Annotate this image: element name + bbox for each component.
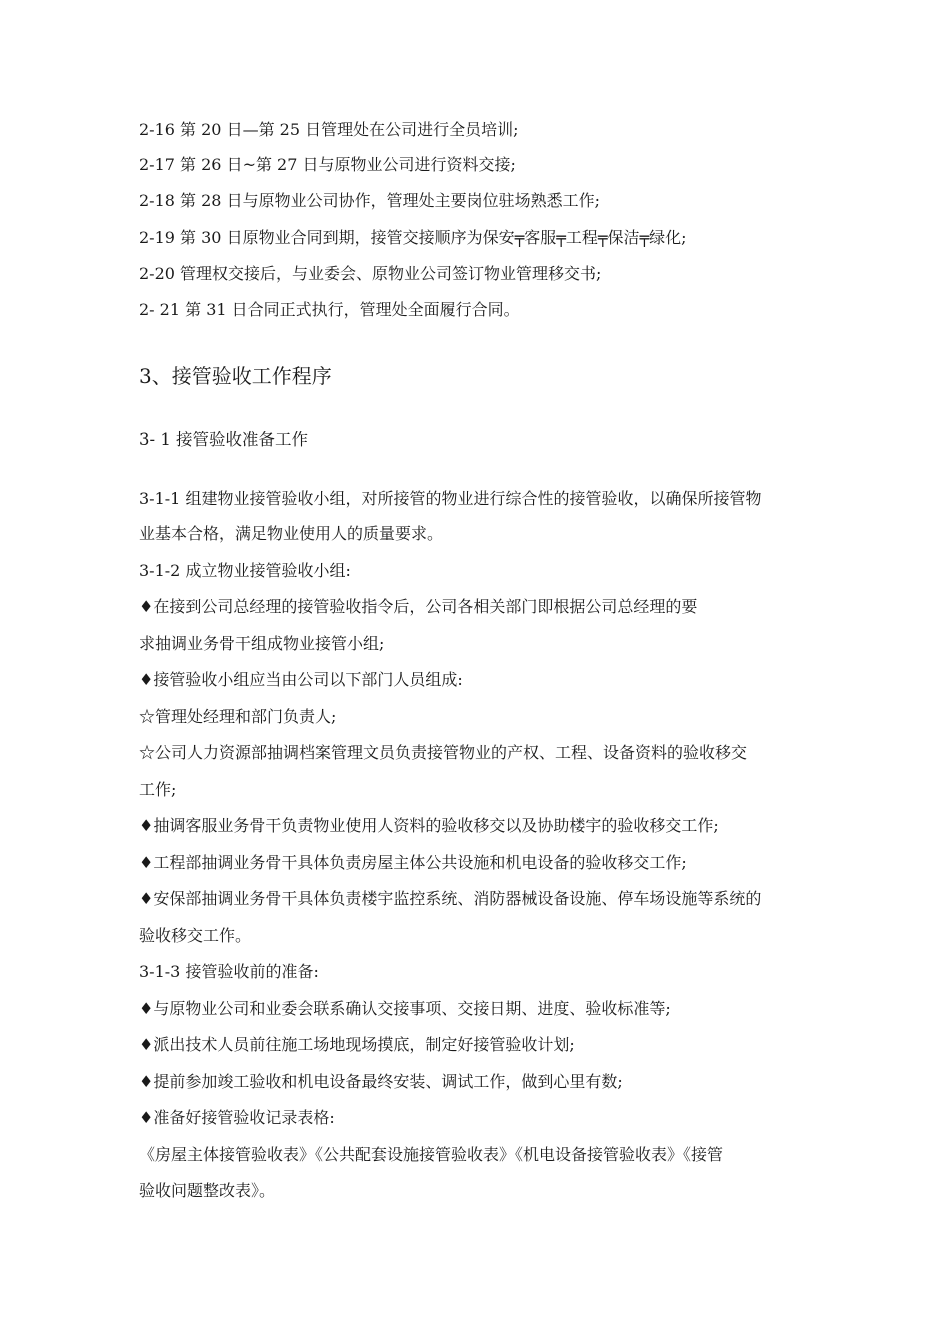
- body-line: 业基本合格，满足物业使用人的质量要求。: [139, 524, 444, 543]
- body-line: 3-1-2 成立物业接管验收小组:: [139, 561, 351, 580]
- subsection-title: 3- 1 接管验收准备工作: [139, 430, 309, 449]
- body-line: ♦安保部抽调业务骨干具体负责楼宇监控系统、消防器械设备设施、停车场设施等系统的: [139, 889, 762, 908]
- schedule-item: 2-17 第 26 日~第 27 日与原物业公司进行资料交接;: [139, 155, 516, 174]
- body-line: ♦抽调客服业务骨干负责物业使用人资料的验收移交以及协助楼宇的验收移交工作;: [139, 816, 719, 835]
- body-line: 验收移交工作。: [139, 926, 252, 945]
- body-line: ♦派出技术人员前往施工场地现场摸底，制定好接管验收计划;: [139, 1035, 575, 1054]
- body-line: 求抽调业务骨干组成物业接管小组;: [139, 634, 385, 653]
- schedule-item: 2-20 管理权交接后，与业委会、原物业公司签订物业管理移交书;: [139, 264, 602, 283]
- body-line: ☆管理处经理和部门负责人;: [139, 707, 337, 726]
- body-line: ☆公司人力资源部抽调档案管理文员负责接管物业的产权、工程、设备资料的验收移交: [139, 743, 748, 762]
- body-line: 验收问题整改表》。: [139, 1181, 276, 1200]
- body-line: ♦与原物业公司和业委会联系确认交接事项、交接日期、进度、验收标准等;: [139, 999, 671, 1018]
- body-line: ♦准备好接管验收记录表格:: [139, 1108, 335, 1127]
- body-line: ♦工程部抽调业务骨干具体负责房屋主体公共设施和机电设备的验收移交工作;: [139, 853, 687, 872]
- schedule-item: 2-18 第 28 日与原物业公司协作，管理处主要岗位驻场熟悉工作;: [139, 191, 600, 210]
- body-line: ♦在接到公司总经理的接管验收指令后，公司各相关部门即根据公司总经理的要: [139, 597, 698, 616]
- body-line: 工作;: [139, 780, 177, 799]
- body-line: 3-1-3 接管验收前的准备:: [139, 962, 319, 981]
- schedule-item: 2- 21 第 31 日合同正式执行，管理处全面履行合同。: [139, 300, 520, 319]
- body-line: 《房屋主体接管验收表》《公共配套设施接管验收表》《机电设备接管验收表》《接管: [139, 1145, 724, 1164]
- body-line: 3-1-1 组建物业接管验收小组，对所接管的物业进行综合性的接管验收，以确保所接管物: [139, 489, 762, 508]
- section-title: 3、接管验收工作程序: [139, 364, 332, 388]
- body-line: ♦提前参加竣工验收和机电设备最终安装、调试工作，做到心里有数;: [139, 1072, 623, 1091]
- schedule-item: 2-16 第 20 日—第 25 日管理处在公司进行全员培训;: [139, 120, 519, 139]
- schedule-item: 2-19 第 30 日原物业合同到期，接管交接顺序为保安╤客服╤工程╤保洁╤绿化;: [139, 228, 687, 247]
- body-line: ♦接管验收小组应当由公司以下部门人员组成:: [139, 670, 463, 689]
